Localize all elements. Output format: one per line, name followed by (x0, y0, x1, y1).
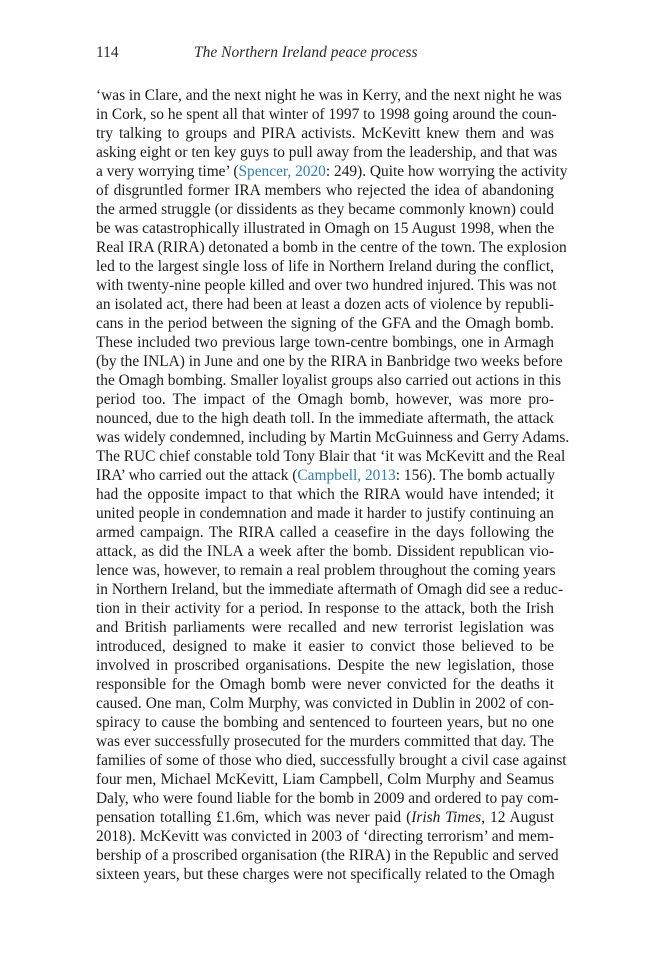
text-line: of disgruntled former IRA members who rejected the idea of abandoning (96, 182, 554, 199)
text-line: cans in the period between the signing of the GFA and the Omagh bomb. (96, 315, 554, 332)
text-line: caused. One man, Colm Murphy, was convicted in Dublin in 2002 of con- (96, 695, 554, 712)
body-paragraph (96, 86, 570, 884)
text-line: was ever successfully prosecuted for the murders committed that day. The (96, 733, 554, 750)
text-line: the Omagh bombing. Smaller loyalist groups also carried out actions in this (96, 372, 562, 389)
text-line: in Cork, so he spent all that winter of 1997 to 1998 going around the coun- (96, 106, 557, 123)
text-segment: IRA’ who carried out the attack ( (96, 467, 298, 484)
text-line: and British parliaments were recalled and new terrorist legislation was (96, 619, 554, 636)
text-line: spiracy to cause the bombing and sentenced to fourteen years, but no one (96, 714, 554, 731)
text-line: with twenty-nine people killed and over two hundred injured. This was not (96, 277, 557, 294)
text-line: an isolated act, there had been at least a dozen acts of violence by republi- (96, 296, 554, 313)
citation-link-spencer-2020[interactable]: Spencer, 2020 (238, 163, 326, 180)
text-line: Real IRA (RIRA) detonated a bomb in the centre of the town. The explosion (96, 239, 567, 256)
text-line: introduced, designed to make it easier to convict those believed to be (96, 638, 554, 655)
text-line: had the opposite impact to that which the RIRA would have intended; it (96, 486, 554, 503)
text-line: led to the largest single loss of life in Northern Ireland during the conflict, (96, 258, 554, 275)
running-head (96, 44, 554, 66)
text-line: tion in their activity for a period. In response to the attack, both the Irish (96, 600, 554, 617)
text-line: involved in proscribed organisations. Despite the new legislation, those (96, 657, 554, 674)
text-line: (by the INLA) in June and one by the RIRA in Banbridge two weeks before (96, 353, 563, 370)
text-line: 2018). McKevitt was convicted in 2003 of ‘directing terrorism’ and mem- (96, 828, 554, 845)
text-line: in Northern Ireland, but the immediate aftermath of Omagh did see a reduc- (96, 581, 564, 598)
text-line: bership of a proscribed organisation (the RIRA) in the Republic and served (96, 847, 559, 864)
text-line: These included two previous large town-centre bombings, one in Armagh (96, 334, 554, 351)
text-line (96, 808, 554, 827)
page-number: 114 (96, 44, 119, 61)
text-line: lence was, however, to remain a real problem throughout the coming years (96, 562, 556, 579)
text-line (96, 162, 568, 181)
text-line: period too. The impact of the Omagh bomb, however, was more pro- (96, 391, 554, 408)
text-segment: , 12 August (481, 809, 554, 826)
text-line: ‘was in Clare, and the next night he was in Kerry, and the next night he was (96, 87, 562, 104)
text-segment: pensation totalling £1.6m, which was never paid ( (96, 809, 412, 826)
text-line: nounced, due to the high death toll. In the immediate aftermath, the attack (96, 410, 554, 427)
citation-link-campbell-2013[interactable]: Campbell, 2013 (297, 467, 396, 484)
text-line: be was catastrophically illustrated in Omagh on 15 August 1998, when the (96, 220, 555, 237)
text-line: was widely condemned, including by Martin McGuinness and Gerry Adams. (96, 429, 570, 446)
text-line: united people in condemnation and made it harder to justify continuing an (96, 505, 554, 522)
text-line: sixteen years, but these charges were not specifically related to the Omagh (96, 866, 555, 883)
text-line: families of some of those who died, successfully brought a civil case against (96, 752, 567, 769)
text-line: four men, Michael McKevitt, Liam Campbell, Colm Murphy and Seamus (96, 771, 554, 788)
text-line: The RUC chief constable told Tony Blair that ‘it was McKevitt and the Real (96, 448, 566, 465)
text-segment: : 156). The bomb actually (395, 467, 555, 484)
text-line: attack, as did the INLA a week after the bomb. Dissident republican vio- (96, 543, 554, 560)
text-segment: : 249). Quite how worrying the activity (325, 163, 568, 180)
text-line: try talking to groups and PIRA activists. McKevitt knew them and was (96, 125, 554, 142)
text-line: armed campaign. The RIRA called a ceasefire in the days following the (96, 524, 554, 541)
text-segment: a very worrying time’ ( (96, 163, 239, 180)
running-title: The Northern Ireland peace process (194, 44, 418, 61)
text-line: Daly, who were found liable for the bomb in 2009 and ordered to pay com- (96, 790, 559, 807)
text-line: the armed struggle (or dissidents as they became commonly known) could (96, 201, 554, 218)
text-line: asking eight or ten key guys to pull away from the leadership, and that was (96, 144, 558, 161)
newspaper-title: Irish Times (411, 809, 482, 826)
text-line: responsible for the Omagh bomb were never convicted for the deaths it (96, 676, 554, 693)
text-line (96, 466, 554, 485)
